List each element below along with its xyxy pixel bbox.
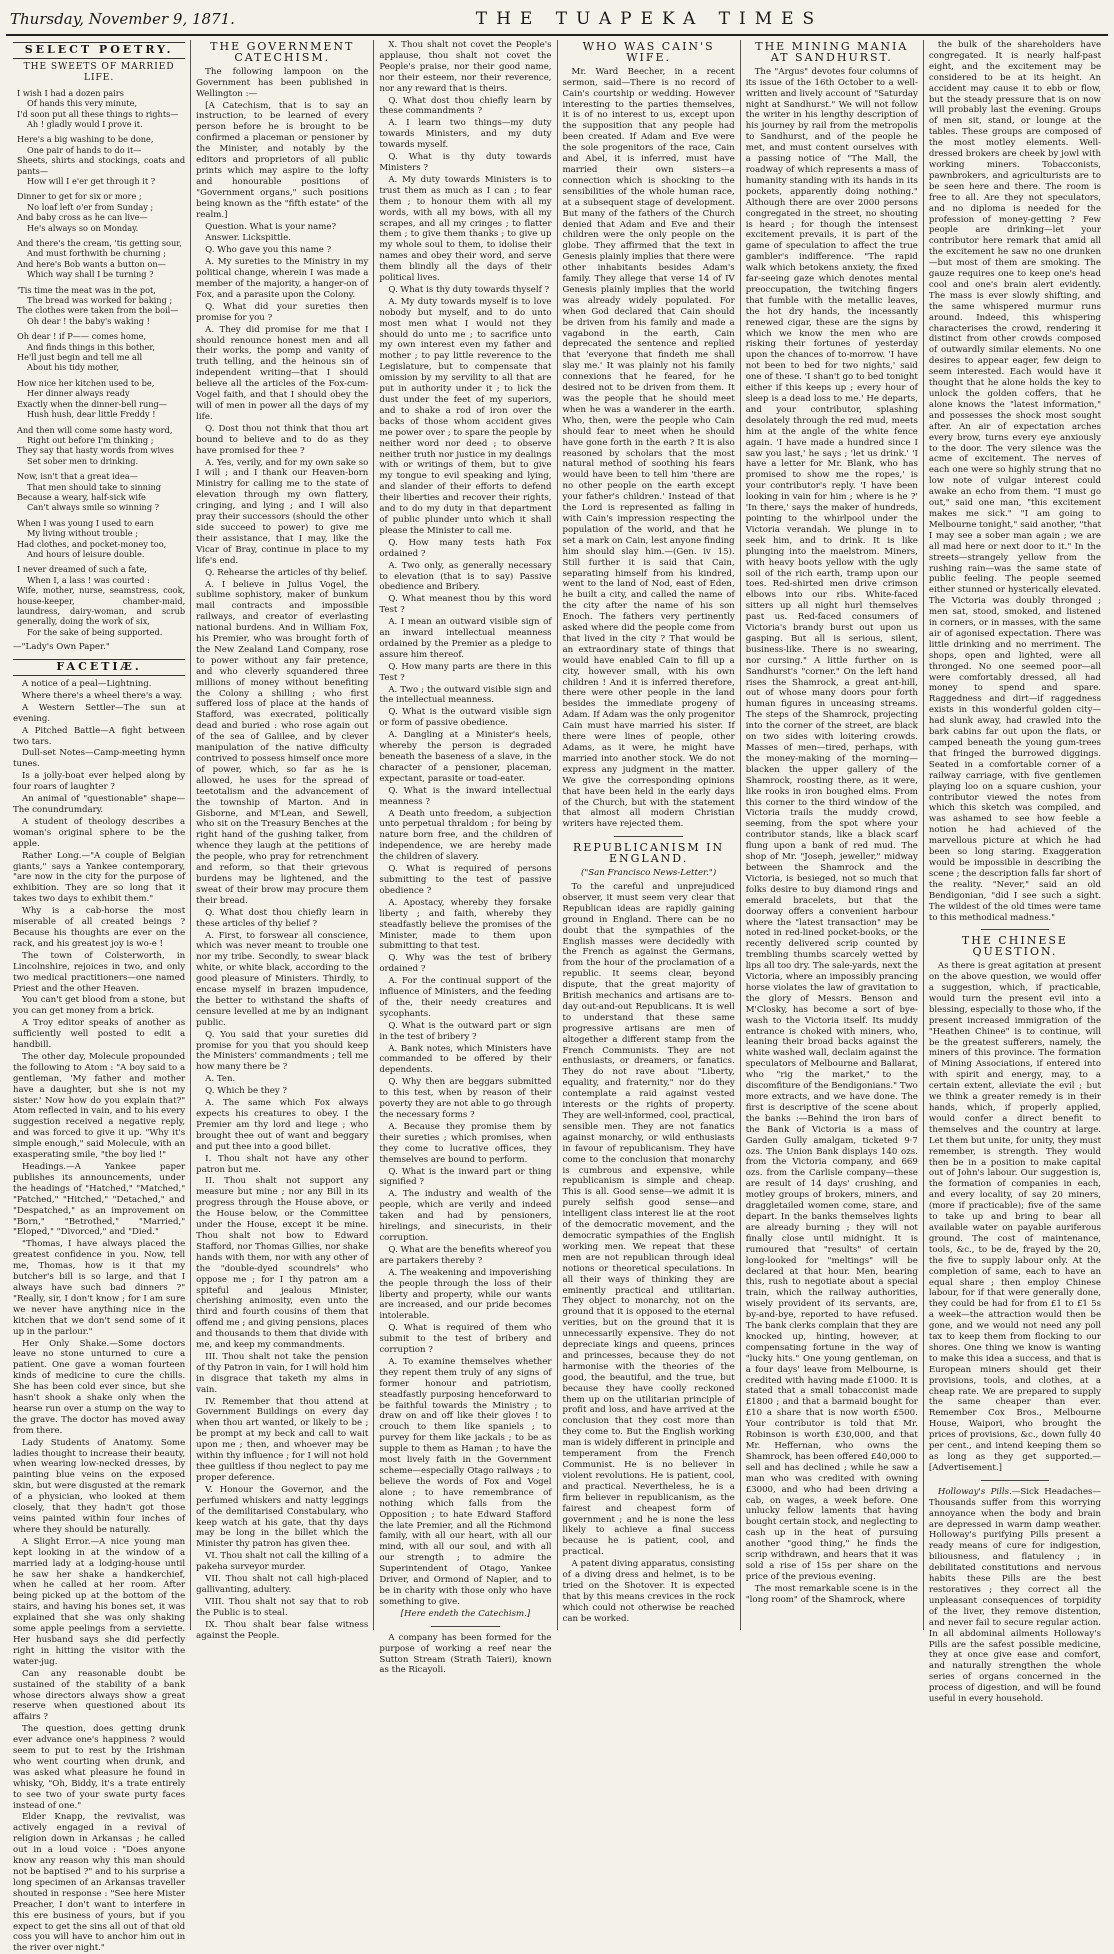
facetiae-item: A student of theology describes a woman's original sphere to be the apple. xyxy=(13,816,186,849)
catechism-paragraph: A. Yes, verily, and for my own sake so I will ; and I thank our Heaven-born Ministry for calling me to the state of elevation through my own flattery, cringing, and lying ; and I will also pray their successors (should the other side succeed to power) to give me their assistance, that I may, like the Vicar of Bray, continue in place to my life's end. xyxy=(196,457,369,566)
holloways-pills-advert xyxy=(929,1487,1101,1705)
poem-line: Oh dear ! if P—— comes home, xyxy=(17,331,147,342)
catechism-paragraph: A. Two only, as generally necessary to elevation (that is to say) Passive obedience and Bribery. xyxy=(379,560,552,593)
poem-line: Had clothes, and pocket-money too, xyxy=(17,538,167,549)
catechism-paragraph: I. Thou shalt not have any other patron but me. xyxy=(196,1153,369,1175)
catechism-paragraph: A. The same which Fox always expects his creatures to obey. I the Premier am thy lord and liege ; who brought thee out of want and beggary and put thee into a good billet. xyxy=(196,1098,369,1152)
poem-line: Her dinner always ready xyxy=(27,388,130,399)
catechism-paragraph: Q. What is the outward part or sign in the test of bribery ? xyxy=(379,1020,552,1042)
catechism-paragraph: A. My duty towards Ministers is to trust them as much as I can ; to fear them ; to honour them with all my words, with all my bows, with all my scrapes, and all my cringes ; to flatter them ; to give them thanks ; to give up my whole soul to them, to idolise their names and obey their word, and serve them blindly all the days of their political lives. xyxy=(379,174,552,284)
divider xyxy=(614,836,683,837)
catechism-paragraph: Q. You said that your sureties did promise for you that you should keep the Ministers' commandments ; tell me how many there be ? xyxy=(196,1029,369,1073)
chinese-question-body xyxy=(929,961,1101,1474)
poem-stanza xyxy=(13,471,185,513)
facetiae-item: A notice of a peal—Lightning. xyxy=(22,679,152,690)
facetiae-item: A Pitched Battle—A fight between two tars. xyxy=(13,725,186,747)
poem-title: THE SWEETS OF MARRIED LIFE. xyxy=(23,61,175,83)
catechism-paragraph: II. Thou shalt not support any measure but mine ; nor any Bill in its progress through the House above, or the House below, or the Committee under the House, except it be mine. Thou shalt not bow to Edward Stafford, nor Thomas Gillies, nor shake hands with them, nor with any other of the "double-dyed scoundrels" who oppose me ; for I thy patron am a spiteful and jealous Minister, cherishing animosity, even unto the third and fourth cousins of them that offend me ; and giving pensions, places and thousands to them that divide with me, and keep my commandments. xyxy=(196,1176,369,1351)
facetiae-item: The question, does getting drunk ever advance one's happiness ? would seem to put to rest by the Irishman who went courting when drunk, and was asked what pleasure he found in whisky, "Oh, Biddy, it's a trate entirely to see two of your swate purty faces instead of one." xyxy=(13,1724,186,1811)
catechism-paragraph: III. Thou shalt not take the pension of thy Patron in vain, for I will hold him in disgrace that taketh my alms in vain. xyxy=(196,1351,369,1395)
poem-stanza xyxy=(13,191,185,233)
poem-line: Now, isn't that a great idea— xyxy=(17,471,138,482)
masthead-rule xyxy=(6,34,1108,36)
catechism-paragraph: Q. What is the outward visible sign or form of passive obedience. xyxy=(379,707,552,729)
facetiae-item: A Troy editor speaks of another as sufficiently well posted to edit a handbill. xyxy=(13,1018,186,1051)
poem-stanza xyxy=(13,285,185,327)
poem-line: Can't always smile so winning ? xyxy=(27,502,160,513)
catechism-paragraph: VI. Thou shalt not call the killing of a pakeha surveyor murder. xyxy=(196,1551,369,1573)
catechism-paragraph: Q. What is the inward intellectual meanness ? xyxy=(379,785,552,807)
poem-line: Sheets, shirts and stockings, coats and pants— xyxy=(17,155,186,176)
column-4 xyxy=(557,40,740,1630)
facetiae-item: Her Only Shake.—Some doctors leave no stone unturned to cure a patient. One gave a woman fourteen kinds of medicine to cure the chills. She has been cold ever since, but she hasn't shook a shake only when the hearse run over a stump on the way to the grave. The doctor has moved away from there. xyxy=(13,1338,186,1436)
divider xyxy=(981,929,1050,930)
masthead xyxy=(10,6,1104,32)
poem-line: For the sake of being supported. xyxy=(27,626,163,637)
poem-stanza xyxy=(13,564,185,637)
catechism-paragraph: Q. What did your sureties then promise for you ? xyxy=(196,301,369,323)
poem-line: He's always so on Monday. xyxy=(27,222,139,233)
poem-line: And finds things in this bother, xyxy=(27,341,155,352)
facetiae-item: Elder Knapp, the revivalist, was actively engaged in a revival of religion down in Arkansas ; he called out in a loud voice : "Does anyone know any reason why this man should not be baptised ?" and to his surprise a long specimen of an Arkansas traveller shouted in response : "See here Mister Preacher, I don't want to interfere in this ere business of yours, but if you expect to get the sins all out of that old coss you will have to anchor him out in the river over night." xyxy=(13,1812,186,1954)
catechism-paragraph: A. For the continual support of the influence of Ministers, and the feeding of the, their needy creatures and sycophants. xyxy=(379,976,552,1019)
article-paragraph: The "Argus" devotes four columns of its issue of the 16th October to a well-written and lively account of "Saturday night at Sandhurst." We will not follow the writer in his lengthy description of his journey by rail from the metropolis to Sandhurst, and of the people he met, and must content ourselves with a passing notice of "The Mall, the roadway of which represents a mass of humanity standing with its hands in its pockets, apparently doing nothing." Although there are over 2000 persons congregated in the street, no shouting is heard ; for though the intensest excitement prevails, it is part of the game of speculation to affect the true gambler's indifference. "The rapid walk which betokens anxiety, the fixed far-seeing gaze which denotes mental preoccupation, the twitching fingers that fumble with the metallic leaves, the hot dry hands, the incessantly renewed cigar, these are the signs by which we know the men who are risking their fortunes of yesterday upon the chances of to-morrow. 'I have not been to bed for two nights,' said one of these. 'I shan't go to bed tonight either if this keeps up ; every hour of sleep is a dead loss to me.' He departs, and your contributor, splashing desolately through the red mud, meets him at the angle of the white fence again. 'I have made a hundred since I saw you last,' he says ; 'let us drink.' 'I have a letter for Mr. Blank, who has promised to show me the ropes,' is your contributor's reply. 'I have been looking in vain for him ; where is he ?' 'In there,' says the maker of hundreds, pointing to the whirlpool under the Victoria verandah. We plunge in to seek him, and to drink. It is like plunging into the maelstrom. Miners, with heavy boots yellow with the ugly soil of the rich earth, tramp upon our toes. Red-shirted men drive crimson elbows into our ribs. White-faced sitters up all night hurl themselves past us. Red-faced consumers of Victoria's brandy burst out upon us gasping. But all is serious, silent, business-like. There is no swearing, nor cursing." A little further on is Sandhurst's "corner." On the left hand rises the Shamrock, a great ant-hill, out of whose many doors pour forth human figures in unceasing streams. The steps of the Shamrock, projecting into the corner of the street, are black on two sides with loitering crowds. Masses of men—tired, perhaps, with the money-making of the morning—blacken the upper gallery of the Shamrock, roosting there, as it were, like rooks in iron boughed elms. From this corner to the third window of the Victoria trails the muddy crowd, seeming, from the spot where your contributor stands, like a black scarf flung upon a bank of red mud. The shop of Mr. "Joseph, jeweller," midway between the Shamrock and the Victoria, is besieged, not so much that folks desire to buy diamond rings and emerald bracelets, but that the doorway offers a convenient harbour where the "latest transaction" may be noted in red-lined pocket-books, or the recently delivered scrip counted by trembling thumbs scarcely wetted by lips all too dry. The sale-yards, next the Victoria, where an impossibly prancing horse violates the law of gravitation to the glory of Messrs. Benson and M'Closky, has become a sort of bye-wash to the Victoria itself. Its muddy entrance is choked with miners, who, leaning their broad backs against the white washed wall, declaim against the speculators of Melbourne and Ballarat, who "rig the market," to the discomfiture of the Bendigonians." Two more extracts, and we have done. The first is descriptive of the scene about the banks :—Behind the iron bars of the Bank of Victoria is a mass of Garden Gully amalgam, ticketed 9·7 ozs. The Union Bank displays 140 ozs. from the Victoria company, and 669 ozs. from the Carlisle company—these are result of 14 days' crushing, and motley groups of brokers, miners, and draggletailed women come, stare, and depart. In the banks themselves lights are already burning ; they will not finally close until midnight. It is rumoured that "results" of certain long-looked for "meltings" will be declared at that hour. Men, bearing this, rush to negotiate about a special train, which the railway authorities, wisely provident of its servants, are, by-and-bye, reported to have refused. The bank clerks complain that they are knocked up, hinting, however, at compensating fortune in the way of "lucky hits." One young gentleman, on a four days' leave from Melbourne, is credited with having made £1000. It is stated that a small tobacconist made £1800 ; and that a barmaid bought for £10 a share that is now worth £500. Your contributor is told that Mr. Robinson is worth £30,000, and that Mr. Heffernan, who owns the Shamrock, has been offered £40,000 to sell and has declined ; while he saw a man who was credited with owning £3000, and who had been driving a cab, on wages, a week before. One unlucky fellow laments that having bought certain stock, and neglecting to cash up in the heat of pursuing another "good thing," he finds the scrip withdrawn, and hears that it was sold a rise of 15s per share on the price of the previous evening. xyxy=(745,66,918,1582)
catechism-paragraph: Q. Why was the test of bribery ordained ? xyxy=(379,953,552,975)
poem-line: Dinner to get for six or more ; xyxy=(17,191,142,202)
poem-line: And hours of leisure double. xyxy=(27,548,145,559)
catechism-paragraph: Q. What is thy duty towards thyself ? xyxy=(388,284,550,295)
poem-line: They say that hasty words from wives xyxy=(17,445,174,456)
column-1 xyxy=(8,40,190,1954)
catechism-body xyxy=(196,67,368,1642)
poem-line: How nice her kitchen used to be, xyxy=(17,377,155,388)
divider xyxy=(981,1480,1050,1481)
poem-line: Right out before I'm thinking ; xyxy=(27,434,154,445)
column-6 xyxy=(923,40,1106,1705)
article-heading-republicanism: REPUBLICANISM IN ENGLAND. xyxy=(573,841,725,866)
catechism-paragraph: A. To examine themselves whether they repent them truly of any signs of former honour and patriotism, steadfastly purposing henceforward to be faithful towards the Ministry ; to draw on and off like their gloves ! to crouch to them like spaniels ; to purvey for them like jackals ; to be as supple to them as Haman ; to have the most lively faith in the Government scheme—especially Otago railways ; to believe the words of Fox and Vogel alone ; to have remembrance of nothing which falls from the Opposition ; to hate Edward Stafford the late Premier, and all the Richmond family, with all our heart, with all our mind, with all our soul, and with all our strength ; to admire the Superintendent of Otago, Yankee Driver, and Ormond of Napier, and to be in charity with those only who have something to give. xyxy=(379,1356,552,1607)
facetiae-item: Lady Students of Anatomy. Some ladies thought to increase their beauty, when wearing low-necked dresses, by painting blue veins on the exposed skin, but were disgusted at the remark of a physician, who looked at them closely, that they hadn't got those veins painted within four inches of where they should be naturally. xyxy=(13,1437,186,1535)
catechism-paragraph: A Death unto freedom, a subjection unto perpetual thraldom ; for being by nature born free, and the children of independence, we are hereby made the children of slavery. xyxy=(379,808,552,863)
poem-line: How will I e'er get through it ? xyxy=(27,175,156,186)
poem-line: Exactly when the dinner-bell rung— xyxy=(17,398,167,409)
catechism-paragraph: Q. What is required of them who submit to the test of bribery and corruption ? xyxy=(379,1323,552,1356)
facetiae-item: Headings.—A Yankee paper publishes its announcements, under the headings of "Hatched," "Matched," "Patched," "Hitched," "Detached," and "Despatched," as an improvement on "Born," "Betrothed," "Married," "Eloped," "Divorced," and "Died." xyxy=(13,1162,186,1238)
poem-line: Ah ! gladly would I prove it. xyxy=(27,118,143,129)
facetiae-item: Where there's a wheel there's a way. xyxy=(22,690,183,701)
catechism-paragraph: Q. Why then are beggars submitted to this test, when by reason of their poverty they are not able to go through the necessary forms ? xyxy=(379,1077,552,1120)
catechism-paragraph: VII. Thou shalt not call high-placed gallivanting, adultery. xyxy=(196,1574,369,1595)
poem-line: Which way shall I be turning ? xyxy=(27,269,154,280)
poem-stanza xyxy=(13,238,185,280)
mining-mania-continued xyxy=(929,40,1101,923)
catechism-paragraph: A. I mean an outward visible sign of an inward intellectual meanness ordained by the Premier as a pledge to assure him thereof. xyxy=(379,617,552,660)
catechism-paragraph: IV. Remember that thou attend at Government Buildings on every day when thou art wanted, or likely to be ; be prompt at my beck and call to wait upon me ; then, and whoever may be within thy influence ; for I will not hold thee guiltless if thou neglect to pay me proper deference. xyxy=(196,1396,369,1483)
catechism-paragraph: The following lampoon on the Government has been published in Wellington :— xyxy=(196,66,369,99)
poem-stanza xyxy=(13,88,185,130)
republicanism-source: ("San Francisco News-Letter.") xyxy=(580,868,717,879)
catechism-continued xyxy=(379,40,551,1608)
catechism-paragraph: A. Ten. xyxy=(205,1074,236,1085)
catechism-end: [Here endeth the Catechism.] xyxy=(400,1608,531,1619)
poem-line: No loaf left o'er from Sunday ; xyxy=(27,201,154,212)
catechism-paragraph: A. My sureties to the Ministry in my political change, wherein I was made a member of the majority, a hanger-on of Fox, and a parasite upon the Colony. xyxy=(196,257,369,300)
column-2 xyxy=(190,40,373,1641)
poem-line: When I, a lass ! was courted : xyxy=(27,574,150,585)
catechism-paragraph: Q. What is thy duty towards Ministers ? xyxy=(379,152,552,173)
poem-line: Hush hush, dear little Freddy ! xyxy=(27,409,156,420)
column-3 xyxy=(373,40,556,1676)
article-paragraph: The most remarkable scene is in the "long room" of the Shamrock, where xyxy=(745,1583,918,1605)
catechism-paragraph: V. Honour the Governor, and the perfumed whiskers and natty leggings of the demilitarised Constabulary, who keep watch at his gate, that thy days may be long in the billet which the Minister thy patron has given thee. xyxy=(196,1484,369,1550)
catechism-paragraph: A. Because they promise them by their sureties ; which promises, when they come to lucrative offices, they themselves are bound to perform. xyxy=(379,1121,552,1165)
facetiae-item: Can any reasonable doubt be sustained of the stability of a bank whose directors always show a great reserve when questioned about its affairs ? xyxy=(13,1668,186,1723)
catechism-paragraph: Q. Who gave you this name ? xyxy=(205,245,332,256)
advert-title: Holloway's Pills. xyxy=(937,1486,1012,1497)
article-paragraph: the bulk of the shareholders have congregated. It is nearly half-past eight, and the excitement may be considered to be at its height. An accident may cause it to ebb or flow, but the steady pressure that is on now will probably last the evening. Groups of men sit, stand, or lounge at the tables. These groups are composed of the most motley elements. Well-dressed brokers are cheek by jowl with working miners. Tobacconists, pawnbrokers, and agriculturists are to be seen here and there. The room is free to all. Are they not speculators, and no diploma is needed for the profession of money-getting ? Few people are drinking—let your contributor here remark that amid all the excitement he saw no one drunken—but most of them are smoking. The gauze requires one to keep one's head cool and one's brain alert evidently. The mass is ever slowly shifting, and the same whispered murmur runs around. Indeed, this whispering characterises the crowd, rendering it distinct from other crowds composed of outwardly similar elements. No one desires to appear eager, few deign to seem interested. Each would have it thought that he alone holds the key to unlock the golden coffers, that he alone knows the "latest information," and possesses the shock most sought after. An air of expectation arches every brow, turns every eye anxiously to the door. The very silence was the acme of excitement. The nerves of each one were so highly strung that no low note of vulgar interest could awake an echo from them. "I must go out," said one man, "this excitement makes me sick." "I am going to Melbourne tonight," said another, "that I may see a sober man again ; we are all mad here or next door to it." In the streets—strangely yellow from the rushing rain—was the same state of public feeling. The people seemed either stunned or hysterically elevated. The Victoria was doubly thronged ; men sat, stood, smoked, and listened in corners, or in masses, with the same air of agonised expectation. There was little drinking and no merriment. The shops, open and lighted, were all thronged. No one seemed poor—all were comfortably dressed, all had money to spend and spare. Raggedness and dirt—if raggedness exists in this wonderful golden city—had slunk away, had crawled into the bark cabins far out upon the flats, or camped beneath the young gum-trees that fringed the burrowed diggings. Seated in a comfortable corner of a railway carriage, with five gentlemen playing loo on a square cushion, your contributor viewed the notes from which this sketch was compiled, and was ashamed to see how feeble a notion he had achieved of the marvellous picture at which he had been so long staring. Exaggeration would be impossible in describing the scene ; the description falls far short of the reality. "Never," said an old Bendigonian, "did I see such a sight. The wildest of the old times were tame to this methodical madness." xyxy=(928,40,1102,923)
news-item-reef: A company has been formed for the purpose of working a reef near the Sutton Stream (Strath Taieri), known as the Ricayoli. xyxy=(379,1632,552,1676)
facetiae-item: A Western Settler—The sun at evening. xyxy=(13,702,186,724)
catechism-paragraph: Q. What are the benefits whereof you are partakers thereby ? xyxy=(379,1244,552,1266)
catechism-paragraph: A. I learn two things—my duty towards Ministers, and my duty towards myself. xyxy=(379,118,552,151)
facetiae-item: The town of Colsterworth, in Lincolnshire, rejoices in two, and only two medical practitioners—one named Priest and the other Heaven. xyxy=(13,950,186,994)
article-heading-chinese-question: THE CHINESE QUESTION. xyxy=(961,934,1068,959)
newspaper-title: THE TUAPEKA TIMES xyxy=(475,9,824,29)
advert-body: —Sick Headaches—Thousands suffer from this worrying annoyance when the body and brain are depressed in warm damp weather. Holloway's purifying Pills present a ready means of cure for indigestion, biliousness, and flatulency ; in debilitated constitutions and nervous habits these Pills are the best restoratives ; they correct all the unpleasant consequences of torpidity of the liver, they remove distention, and never fail to secure regular action. In all abdominal ailments Holloway's Pills are the safest possible medicine, they at once give ease and comfort, and naturally strengthen the whole series of organs concerned in the process of digestion, and will be found useful in every household. xyxy=(928,1486,1102,1705)
poem-line: Set sober men to drinking. xyxy=(27,455,139,466)
catechism-paragraph: Q. What is required of persons submitting to the test of passive obedience ? xyxy=(379,864,552,896)
poem-line: About his tidy mother, xyxy=(27,362,120,373)
facetiae-item: A Slight Error.—A nice young man kept looking in at the window of a married lady at a lodging-house until he saw her shake a handkerchief, when he called at her room. After being picked up at the bottom of the stairs, and having his bones set, it was explained that she was only shaking some apple peelings from a serviette. Her husband says she did perfectly right in hitting the visitor with the water-jug. xyxy=(13,1536,186,1667)
catechism-paragraph: IX. Thou shalt bear false witness against the People. xyxy=(196,1619,369,1641)
facetiae-item: The other day, Molecule propounded the following to Atom : "A boy said to a gentleman, 'My father and mother have a daughter, but she is not my sister.' Now how do you explain that?" Atom reflected in vain, and to his every suggestion received a negative reply, and was forced to give it up. "Why it's simple enough," said Molecule, with an exasperating smile, "the boy lied !" xyxy=(13,1051,186,1161)
facetiae-item: Dull-set Notes—Camp-meeting hymn tunes. xyxy=(13,748,186,770)
mining-mania-body xyxy=(746,67,918,1606)
poem-line: That men should take to sinning xyxy=(27,481,162,492)
poem-stanza xyxy=(13,134,185,186)
poem-line: 'Tis time the meat was in the pot, xyxy=(17,284,156,295)
poem-line: I never dreamed of such a fate, xyxy=(17,564,147,575)
poem-line: Of hands this very minute, xyxy=(27,98,138,109)
poem-line: Because a weary, half-sick wife xyxy=(17,491,146,502)
issue-date: Thursday, November 9, 1871. xyxy=(10,10,235,28)
poem-line: One pair of hands to do it— xyxy=(27,144,142,155)
poem-line: Oh dear ! the baby's waking ! xyxy=(27,315,150,326)
poem-line: The bread was worked for baking ; xyxy=(27,295,173,306)
poem-line: When I was young I used to earn xyxy=(17,517,154,528)
catechism-paragraph: Q. What is the inward part or thing signified ? xyxy=(379,1166,552,1188)
facetiae-item: Is a jolly-boat ever helped along by four roars of laughter ? xyxy=(13,771,186,793)
catechism-paragraph: Q. Dost thou not think that thou art bound to believe and to do as they have promised for thee ? xyxy=(196,423,369,456)
catechism-paragraph: Q. What dost thou chiefly learn by these commandments ? xyxy=(379,95,552,117)
article-paragraph: As there is great agitation at present on the above question, we would offer a suggestion, which, if practicable, would turn the present evil into a blessing, especially to those who, if the present increased immigration of the "Heathen Chinee" is to continue, will be the greatest sufferers, namely, the miners of this province. The formation of Mining Associations, if entered into with spirit and energy, may, to a certain extent, alleviate the evil ; but we think a greater remedy is in their hands, which, if properly applied, would confer a direct benefit to themselves and the country at large. Let them but unite, for unity, they must remember, is strength. They would then be in a position to make capital out of John's labour. Our suggestion is, the formation of companies in each, and every locality, of say 20 miners, (more if practicable); five of the same to take up and bring to bear all available water on payable auriferous ground. The cost of maintenance, tools, &c., to be de, frayed by the 20, the five to supply labour only. At the completion of same, each to have an equal share ; then employ Chinese labour, for if that were generally done, they could be had for from £1 to £1 5s a week—the attraction would then be gone, and we would not need any poll tax to keep them from flocking to our shores. One thing we know is wanting to make this idea a success, and that is European miners should get their provisions, tools, and clothes, at a cheap rate. We are prepared to supply the same cheaper than ever. Remember Cox Bros., Melbourne House, Waipori, who brought the prices of provisions, &c., down fully 40 per cent., and intend keeping them so as long as they get supported.—[Advertisement.] xyxy=(928,961,1102,1473)
column-5 xyxy=(740,40,923,1630)
catechism-paragraph: A. The industry and wealth of the people, which are verily and indeed taken and had by pensioners, hirelings, and sinecurists, in their corruption. xyxy=(379,1189,552,1243)
section-heading-poetry: SELECT POETRY. xyxy=(13,42,185,59)
poem xyxy=(13,88,185,638)
catechism-paragraph: A. Two ; the outward visible sign and the intellectual meanness. xyxy=(379,684,552,706)
catechism-paragraph: Q. How many parts are there in this Test ? xyxy=(379,661,552,683)
catechism-paragraph: A. I believe in Julius Vogel, the sublime sophistory, maker of bunkum mail contracts and impossible railways, and creator of everlasting national burdens. And in William Fox, his Premier, who was brought forth of the New Zealand Land Company, rose to power without any fair pretence, and who cleverly squandered three millions of money without benefiting the Colony a shilling ; who first suffered loss of place at the hands of Stafford, was execrated, politically dead and buried : who rose again out of the sea of Galilee, and by clever manipulation of the native difficulty contrived to possess himself once more of power, which, so far as he is allowed, he uses for the spread of teetotalism and the advancement of the township of Marton. And in Gisborne, and M'Lean, and Sewell, who sit on the Treasury Benches at the right hand of the gushing talker, from whence they laugh at the petitions of the people, who pray for retrenchment and reform, so that their grievous burdens may be lightened, and the sweat of their brow may procure them their bread. xyxy=(196,579,369,906)
catechism-paragraph: X. Thou shalt not covet the People's applause, thou shalt not covet the People's praise, nor their good name, nor their esteem, nor their reverence, nor any reward that is theirs. xyxy=(379,40,552,94)
article-paragraph: Mr. Ward Beecher, in a recent sermon, said—There is no record of Cain's courtship or wedding. However interesting to the parties themselves, it is of no interest to us, except upon the supposition that any people had been created. If Adam and Eve were the sole progenitors of the race, Cain and Abel, it is inferred, must have married their own sisters—a connection which is shocking to the sensibilities of the whole human race, at a subsequent stage of development. But many of the fathers of the Church denied that Adam and Eve and their children were the only people on the globe. They affirmed that the text in Genesis plainly implies that there were other inhabitants besides Adam's family. They allege that verse 14 of IV Genesis plainly implies that the world was already widely populated. For when God declared that Cain should be driven from his family and made a vagabond in the earth, Cain deprecated the sentence and replied that 'everyone that findeth me shall slay me.' It was plainly not his family connexions that he feared, for he desired not to be driven from them. It was the people that he should meet when he was a wanderer in the earth. Who, then, were the people who Cain should fear to meet when he should have gone forth in the earth ? It is also reasoned by scholars that the most natural method of soothing his fears would have been to tell him 'there are no other people on the earth except your father's children.' Instead of that the Lord is represented as falling in with Cain's impression respecting the population of the world, and that he set a mark on Cain, lest anyone finding him should slay him.—(Gen. iv 15). Still further it is said that Cain, separating himself from his kindred, went to the land of Nod, east of Eden, he built a city, and called the name of the city after the name of his son Enoch. The fathers very pertinently asked where did the people come from that lived in the city ? That would be an extraordinary state of things that would have enabled Cain to fill up a city, however small, with his own children ! And it is inferred therefore, there were other people in the land besides the immediate progeny of Adam. If Adam was the only progenitor Cain must have married his sister. If there were lines of people, other Adams, as it were, he might have married into another stock. We do not express any judgment in the matter. We give the corresponding opinions that have been held in the early days of the Church, but with the statement that almost all modern Christian writers have rejected them. xyxy=(562,66,735,830)
poem-line: Here's a big washing to be done, xyxy=(17,134,154,145)
catechism-paragraph: A. My duty towards myself is to love nobody but myself, and to do unto most men what I would not they should do unto me ; to sacrifice unto my own interest even my father and mother ; to pay little reverence to the Legislature, but to compensate that omission by my servility to all that are put in authority under it ; to lick the dust under the feet of my superiors, and to shake a rod of iron over the backs of those whom accident gives me power over ; to spare the people by neither word nor deed ; to observe neither truth nor justice in my dealings with or writings of them, but to give my tongue to evil speaking and lying, and slander of their efforts to defend their liberties and recover their rights, and to do my duty in that department of public plunder unto which it shall please the Minister to call me. xyxy=(379,296,552,536)
article-paragraph: To the careful and unprejudiced observer, it must seem very clear that Republican ideas are rapidly gaining ground in England. There can be no doubt that the sympathies of the English masses were decidedly with the French as against the Germans, from the hour of the proclamation of a republic. It seems clear, beyond dispute, that the great majority of British mechanics and artisans are to-day out-and-out Republicans. It is well to understand that these same progressive artisans are men of altogether a different stamp from the French Communists. They are not enthusiasts, or dreamers, or fanatics. They do not rave about "Liberty, equality, and fraternity," nor do they contemplate a raid against vested interests or the rights of property. They are well-informed, cool, practical, sensible men. They are not fanatics against monarchy, or wild enthusiasts in favour of republicanism. They have come to the conclusion that monarchy is cumbrous and expensive, while republicanism is simple and cheap. This is all. Good sense—we admit it is purely selfish good sense—and intelligent class interest lie at the root of the democratic movement, and the democratic sympathies of the English working men. We repeat that these men are not republican through ideal notions or theoretical speculations. In all their ways of thinking they are eminently practical and utilitarian. They object to monarchy, not on the ground that it is opposed to the eternal verities, but on the ground that it is unnecessarily expensive. They do not depreciate kings and queens, princes and princesses, because they do not harmonise with the theories of the good, the beautiful, and the true, but because they have coolly reckoned them up on the utilitarian principle of profit and loss, and have arrived at the conclusion that they cost more than they come to. But the English working man is widely different in principle and temperament from the French Communist. He is no believer in violent revolutions. He is patient, cool, and practical. Nevertheless, he is a firm believer in republicanism, as the fairest and cheapest form of government ; and he is none the less likely to achieve a final success because he is patient, cool, and practical. xyxy=(562,881,735,1558)
article-heading-mining-mania: THE MINING MANIA AT SANDHURST. xyxy=(755,40,909,64)
poem-line: The clothes were taken from the boil— xyxy=(17,305,179,316)
poem-line: Wife, mother, nurse, seamstress, cook, house-keeper, chamber-maid, laundress, dairy-woman, and scrub generally, doing the work of six, xyxy=(17,585,186,627)
republicanism-body xyxy=(563,882,735,1625)
page-columns xyxy=(8,40,1106,1954)
divider xyxy=(431,1626,500,1627)
poem-stanza xyxy=(13,518,185,560)
poem-line: And then will come some hasty word, xyxy=(17,424,173,435)
poem-line: And there's the cream, 'tis getting sour, xyxy=(17,238,182,248)
article-heading-cains-wife: WHO WAS CAIN'S WIFE. xyxy=(582,40,715,64)
article-paragraph: A patent diving apparatus, consisting of a diving dress and helmet, is to be tried on the Shotover. It is expected that by this means crevices in the rock which could not otherwise be reached can be worked. xyxy=(562,1559,735,1624)
poem-line: My living without trouble ; xyxy=(27,528,138,539)
catechism-paragraph: VIII. Thou shalt not say that to rob the Public is to steal. xyxy=(196,1596,369,1618)
facetiae-item: You can't get blood from a stone, but you can get money from a brick. xyxy=(13,995,186,1017)
catechism-paragraph: Question. What is your name? xyxy=(205,221,337,232)
poem-line: I wish I had a dozen pairs xyxy=(17,87,124,98)
poem-stanza xyxy=(13,378,185,420)
catechism-paragraph: A. Dangling at a Minister's heels, whereby the person is degraded beneath the baseness of a slave, in the character of a pensioner, placeman, expectant, parasite or toad-eater. xyxy=(379,730,552,784)
catechism-paragraph: A. They did promise for me that I should renounce honest men and all their works, the pomp and vanity of truth telling, and the heinous sin of independent writing—that I should believe all the articles of the Fox-cum-Vogel faith, and that I should obey the will of men in power all the days of my life. xyxy=(196,324,369,422)
catechism-paragraph: Answer. Lickspittle. xyxy=(205,233,291,244)
catechism-paragraph: A. Bank notes, which Ministers have commanded to be offered by their dependents. xyxy=(379,1043,552,1076)
cains-wife-body xyxy=(563,67,735,830)
catechism-paragraph: Q. Which be they ? xyxy=(205,1086,288,1097)
poem-line: I'd soon put all these things to rights— xyxy=(17,108,179,119)
catechism-paragraph: Q. What meanest thou by this word Test ? xyxy=(379,594,552,616)
article-heading-catechism: THE GOVERNMENT CATECHISM. xyxy=(210,40,355,64)
catechism-paragraph: A. The weakening and impoverishing the people through the loss of their liberty and property, while our wants are increased, and our pride becomes intolerable. xyxy=(379,1267,552,1322)
poem-line: And must forthwith be churning ; xyxy=(27,248,166,259)
poem-stanza xyxy=(13,331,185,373)
facetiae-item: Rather Long.—"A couple of Belgian giants," says a Yankee contemporary, "are now in the city for the purpose of exhibition. They are so long that it takes two days to exhibit them." xyxy=(13,850,186,905)
catechism-paragraph: Q. Rehearse the articles of thy belief. xyxy=(205,567,368,578)
poem-source: —"Lady's Own Paper." xyxy=(13,642,110,653)
poem-stanza xyxy=(13,425,185,467)
poem-line: He'll just begin and tell me all xyxy=(17,352,143,363)
poem-line: And baby cross as he can live— xyxy=(17,212,148,223)
catechism-paragraph: [A Catechism, that is to say an instruction, to be learned of every person before he is brought to be confirmed a placeman or pensioner by the Minister, and notably by the editors and proprietors of all public prints which may aspire to the lofty and honourable positions of "Government organs," such positions being known as the "fifth estate" of the realm.] xyxy=(196,100,369,220)
catechism-paragraph: Q. What dost thou chiefly learn in these articles of thy belief ? xyxy=(196,907,369,929)
facetiae-list xyxy=(13,679,185,1954)
catechism-paragraph: A. Apostacy, whereby they forsake liberty ; and faith, whereby they steadfastly believe the promises of the Minister, made to them upon submitting to that test. xyxy=(379,897,552,952)
section-heading-facetiae: FACETIÆ. xyxy=(13,659,185,676)
catechism-paragraph: Q. How many tests hath Fox ordained ? xyxy=(379,537,552,559)
poem-line: And here's Bob wants a button on— xyxy=(17,258,166,269)
facetiae-item: "Thomas, I have always placed the greatest confidence in you. Now, tell me, Thomas, how is it that my butcher's bill is so large, and that I always have such bad dinners ?" "Really, sir, I don't know ; for I am sure we never have anything nice in the kitchen that we don't send some of it up in the parlour." xyxy=(13,1239,186,1337)
facetiae-item: Why is a cab-horse the most miserable of all created beings ? Because his thoughts are ever on the rack, and his greatest joy is wo-e ! xyxy=(13,906,186,949)
facetiae-item: An animal of "questionable" shape—The conundrumdary. xyxy=(13,794,186,815)
catechism-paragraph: A. First, to forswear all conscience, which was never meant to trouble one nor my tribe. Secondly, to swear black white, or white black, according to the good pleasure of Ministers. Thirdly, to encase myself in brazen impudence, the better to withstand the shafts of censure levelled at me by an indignant public. xyxy=(196,930,369,1028)
